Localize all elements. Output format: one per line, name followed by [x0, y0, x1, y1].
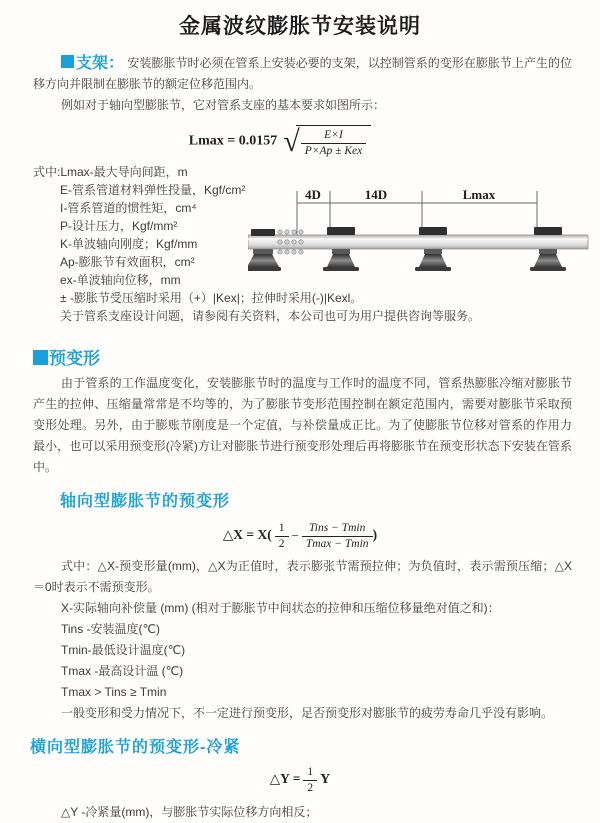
- predeform-paragraph: 由于管系的工作温度变化，安装膨胀节时的温度与工作时的温度不同，管系热膨胀冷缩对膨胀节产生的拉伸、压缩量常常是不均等的，为了膨胀节变形范围控制在额定范围内，需要对膨胀节采取预变形处理。另外，由于膨账节刚度是一个定值，与补偿量成正比。为了使膨胀节位移对管系的作用力最小，也可以采用预变形(冷紧)方让对膨胀节进行预变形处理后再将膨胀节在预变形状态下安装在管系中。: [33, 375, 572, 474]
- support-intro-text: 安装膨胀节时必须在管系上安装必要的支架，以控制管系的变形在膨胀节上产生的位移方向并限制在膨胀节的额定位移范围内。: [33, 56, 572, 91]
- lateral-predeform-heading: 横向型膨胀节的预变形-冷紧: [30, 738, 241, 756]
- definition-line: 式中:Lmax-最大导向间距，m: [33, 164, 188, 179]
- lmax-fraction: [301, 128, 367, 159]
- minus-operator: −: [291, 528, 299, 544]
- document-page: [0, 10, 600, 819]
- temperature-fraction: [302, 521, 373, 552]
- lmax-fraction-denominator: P×Ap ± Kex: [304, 144, 363, 157]
- dim-label-lmax: Lmax: [462, 186, 496, 202]
- definition-line: P-设计压力，Kgf/mm²: [60, 218, 178, 233]
- support-section-heading: 支架：: [76, 55, 125, 72]
- support-intro-paragraph: [33, 53, 572, 95]
- half-numerator: 1: [275, 521, 289, 537]
- axial-formula: [0, 521, 600, 552]
- definition-line: E-管系管道材料弹性投量，Kgf/cm²: [60, 182, 246, 197]
- lmax-formula-lhs: Lmax = 0.0157: [188, 133, 278, 149]
- axial-predeform-heading: 轴向型膨胀节的预变形: [60, 492, 231, 510]
- note-line: X-实际轴向补偿量 (mm) (相对于膨胀节中间状态的拉伸和压缩位移量绝对值之和)：: [61, 600, 500, 615]
- temp-numerator: Tins − Tmin: [302, 521, 373, 537]
- definition-line: ex-单波轴向位移，mm: [60, 272, 181, 287]
- note-line: 一般变形和受力情况下，不一定进行预变形，足否预变形对膨胀节的疲劳寿命几乎没有影响。: [61, 705, 554, 720]
- note-line: Tins -安装温度(℃): [61, 621, 161, 636]
- definition-line: ± -膨胀节受压缩时采用（+）|Kex|；拉伸时采用(-)|Kexl。: [60, 290, 363, 305]
- blue-square-icon: [33, 350, 48, 365]
- definition-line: K-单波轴向刚度；Kgf/mm: [60, 236, 198, 251]
- definition-line: I-管系管道的惯性矩，cm⁴: [60, 200, 197, 215]
- axial-notes: [0, 556, 600, 724]
- half-fraction: [275, 521, 289, 552]
- pipe-support-diagram: [248, 187, 595, 279]
- dim-label-4d: 4D: [305, 186, 321, 202]
- blue-square-icon: [61, 55, 74, 68]
- predeform-heading-label: 预变形: [49, 348, 100, 368]
- lateral-formula-lhs: △Y =: [269, 770, 301, 786]
- radicand: [296, 125, 372, 159]
- definition-line: 关于管系支座设计问题，请参阅有关资料，本公司也可为用户提供咨询等服务。: [60, 308, 481, 323]
- half-denominator: 2: [278, 537, 285, 550]
- note-line: 式中：△X-预变形量(mm)，△X为正值时，表示膨张节需预拉伸；为负值时，表示需预压缩；△X＝0时表示不需预变形。: [33, 558, 572, 594]
- page-title: 金属波纹膨胀节安装说明: [179, 15, 421, 38]
- lateral-formula-rhs: Y: [320, 771, 331, 787]
- note-line: Tmin-最低设计温度(℃): [61, 642, 186, 657]
- predeform-section-heading: [33, 344, 600, 369]
- support-example-line: 例如对于轴向型膨胀节，它对管系支座的基本要求如图所示：: [61, 98, 386, 112]
- definition-line: Ap-膨胀节有效面积，cm²: [60, 254, 195, 269]
- dim-label-14d: 14D: [364, 186, 388, 202]
- lmax-fraction-numerator: E×I: [301, 128, 367, 144]
- note-line: Tmax > Tins ≥ Tmin: [61, 684, 167, 699]
- note-line: Tmax -最高设计温 (℃): [61, 663, 184, 678]
- lmax-formula: [0, 125, 560, 159]
- radical-sign: √: [283, 124, 300, 158]
- axial-formula-lhs: △X = X(: [222, 527, 272, 543]
- definitions-and-diagram: [0, 163, 600, 331]
- half-denominator: 2: [307, 781, 314, 794]
- half-fraction: [303, 765, 317, 796]
- close-paren: ): [372, 527, 378, 543]
- temp-denominator: Tmax − Tmin: [305, 537, 369, 550]
- lateral-formula: [0, 765, 600, 796]
- lateral-note-line: △Y -冷紧量(mm)，与膨胀节实际位移方向相反；: [61, 804, 318, 819]
- half-numerator: 1: [303, 765, 317, 781]
